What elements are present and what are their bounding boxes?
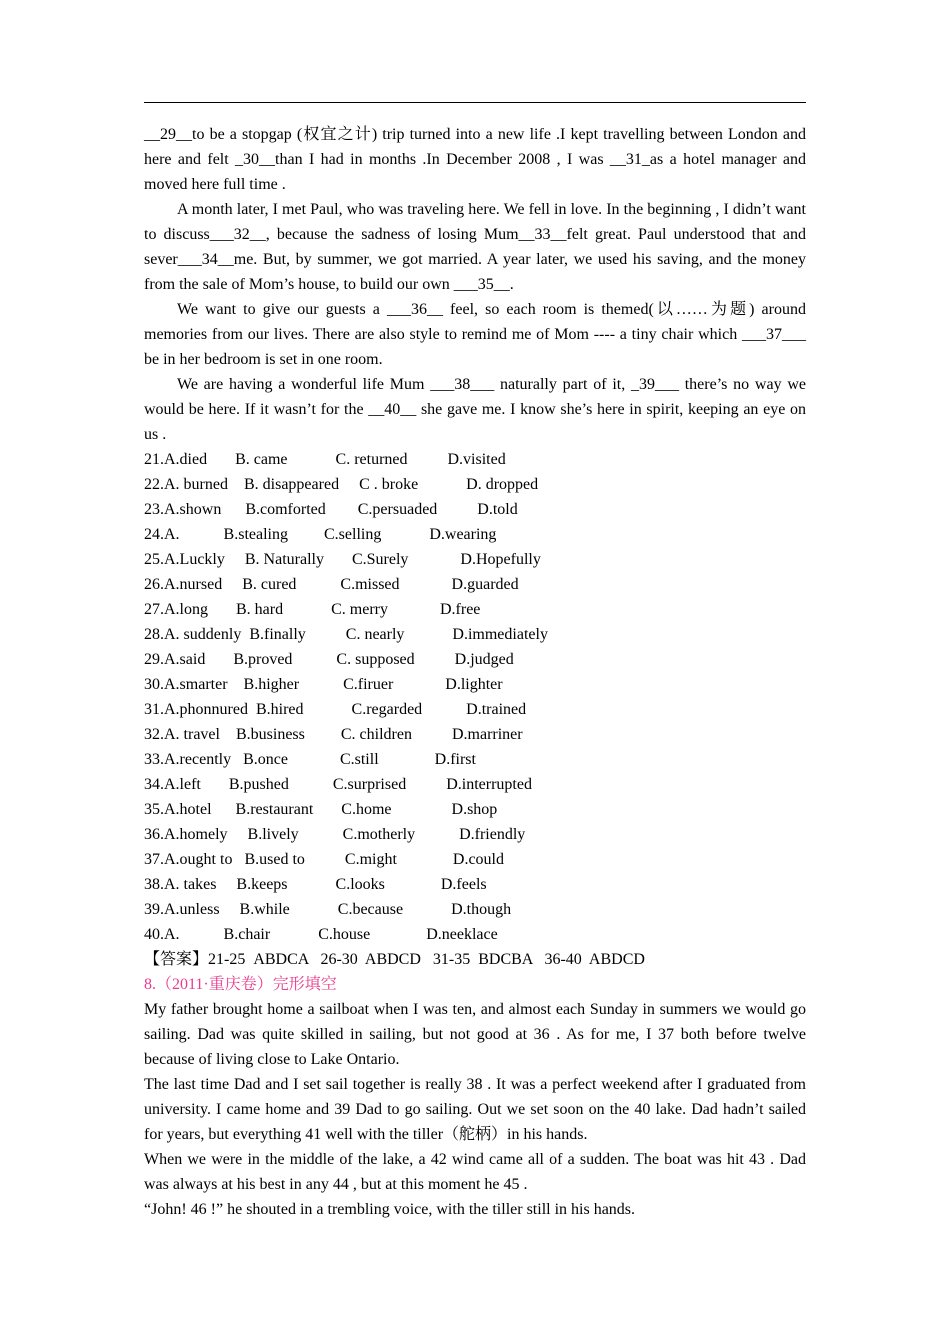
paragraph: The last time Dad and I set sail together is really 38 . It was a perfect weekend after I graduated from university. I came home and 39 Dad to go sailing. Out we set soon on the 40 lake. Dad hadn’t sailed for years, but everything 41 well with the tiller（舵柄）in his hands.	[144, 1076, 806, 1143]
document-body	[144, 122, 806, 1222]
option-line: 35.A.hotel B.restaurant C.home D.shop	[144, 801, 498, 818]
option-line: 25.A.Luckly B. Naturally C.Surely D.Hopefully	[144, 551, 541, 568]
paragraph: A month later, I met Paul, who was traveling here. We fell in love. In the beginning , I didn’t want to discuss___32__, because the sadness of losing Mum__33__felt great. Paul understood that and sever___34__me. But, by summer, we got married. A year later, we used his saving, and the money from the sale of Mom’s house, to build our own ___35__.	[144, 201, 806, 293]
option-line: 23.A.shown B.comforted C.persuaded D.told	[144, 501, 518, 518]
option-line: 24.A. B.stealing C.selling D.wearing	[144, 526, 497, 543]
option-line: 32.A. travel B.business C. children D.marriner	[144, 726, 523, 743]
option-line: 30.A.smarter B.higher C.firuer D.lighter	[144, 676, 503, 693]
header-rule	[144, 102, 806, 103]
option-line: 40.A. B.chair C.house D.neeklace	[144, 926, 498, 943]
paragraph: __29__to be a stopgap (权宜之计) trip turned into a new life .I kept travelling between London and here and felt _30__than I had in months .In December 2008 , I was __31_as a hotel manager and moved here full time .	[144, 126, 806, 193]
paragraph: My father brought home a sailboat when I was ten, and almost each Sunday in summers we would go sailing. Dad was quite skilled in sailing, but not good at 36 . As for me, I 37 both before twelve because of living close to Lake Ontario.	[144, 1001, 806, 1068]
option-line: 28.A. suddenly B.finally C. nearly D.immediately	[144, 626, 548, 643]
option-line: 34.A.left B.pushed C.surprised D.interrupted	[144, 776, 532, 793]
option-line: 38.A. takes B.keeps C.looks D.feels	[144, 876, 487, 893]
option-line: 29.A.said B.proved C. supposed D.judged	[144, 651, 514, 668]
option-list	[144, 447, 806, 947]
answer-key: 【答案】21-25 ABDCA 26-30 ABDCD 31-35 BDCBA 36-40 ABDCD	[144, 951, 645, 968]
option-line: 36.A.homely B.lively C.motherly D.friendly	[144, 826, 526, 843]
option-line: 33.A.recently B.once C.still D.first	[144, 751, 476, 768]
paragraph: We are having a wonderful life Mum ___38___ naturally part of it, _39___ there’s no way we would be here. If it wasn’t for the __40__ she gave me. I know she’s here in spirit, keeping an eye on us .	[144, 376, 806, 443]
option-line: 39.A.unless B.while C.because D.though	[144, 901, 512, 918]
paragraph: When we were in the middle of the lake, a 42 wind came all of a sudden. The boat was hit 43 . Dad was always at his best in any 44 , but at this moment he 45 .	[144, 1151, 806, 1193]
option-line: 31.A.phonnured B.hired C.regarded D.trained	[144, 701, 527, 718]
option-line: 22.A. burned B. disappeared C . broke D. dropped	[144, 476, 539, 493]
option-line: 27.A.long B. hard C. merry D.free	[144, 601, 481, 618]
section-heading: 8.（2011·重庆卷）完形填空	[144, 976, 337, 993]
option-line: 21.A.died B. came C. returned D.visited	[144, 451, 506, 468]
option-line: 26.A.nursed B. cured C.missed D.guarded	[144, 576, 519, 593]
paragraph: We want to give our guests a ___36__ feel, so each room is themed(以……为题) around memories from our lives. There are also style to remind me of Mom ---- a tiny chair which ___37___ be in her bedroom is set in one room.	[144, 301, 806, 368]
paragraph: “John! 46 !” he shouted in a trembling voice, with the tiller still in his hands.	[144, 1201, 636, 1218]
option-line: 37.A.ought to B.used to C.might D.could	[144, 851, 504, 868]
